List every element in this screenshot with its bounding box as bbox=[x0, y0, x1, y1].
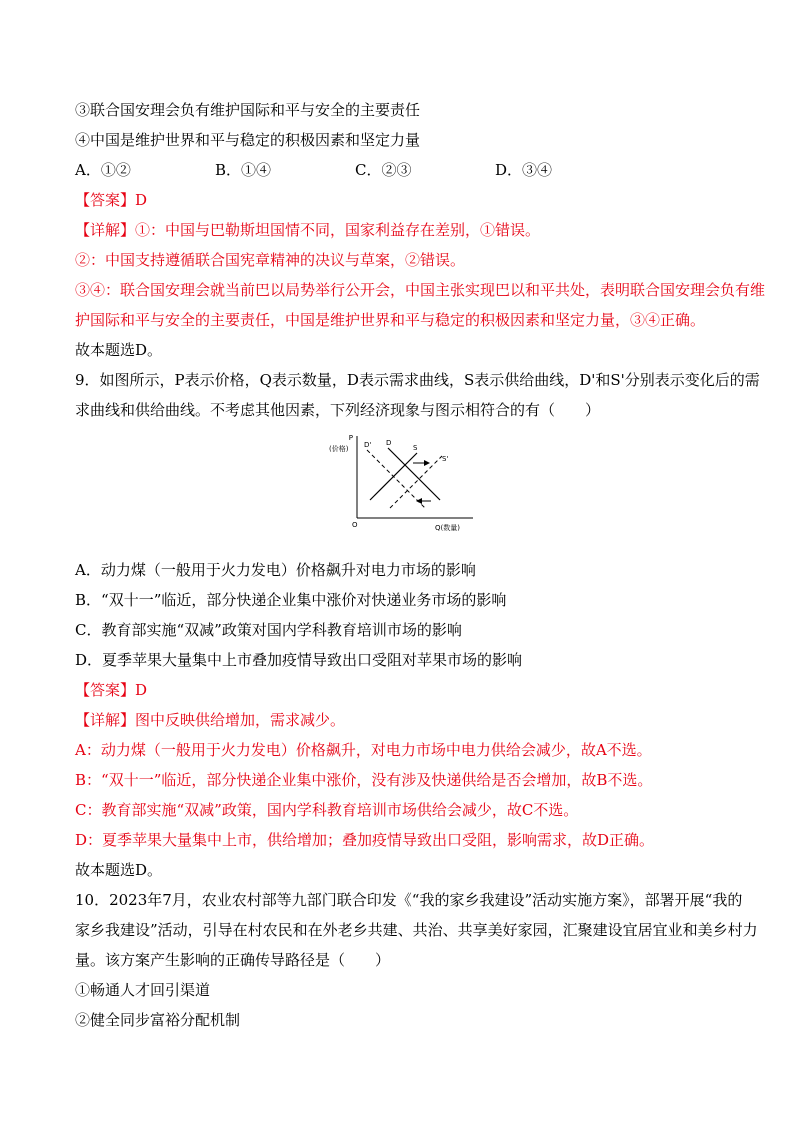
y-axis-unit: (价格) bbox=[329, 445, 349, 453]
q10-stem-1: 10．2023年7月，农业农村部等九部门联合印发《“我的家乡我建设”活动实施方案》，部署开展“我的 bbox=[75, 891, 743, 909]
x-axis-label: Q(数量) bbox=[435, 524, 460, 532]
label-d-prime: D' bbox=[364, 441, 372, 449]
q9-detail-b: B：“双十一”临近，部分快递企业集中涨价，没有涉及快递供给是否会增加，故B不选。 bbox=[75, 771, 653, 789]
supply-demand-chart bbox=[325, 430, 485, 540]
q9-stem-2: 求曲线和供给曲线。不考虑其他因素，下列经济现象与图示相符合的有（ ） bbox=[75, 401, 601, 419]
q10-item-2: ②健全同步富裕分配机制 bbox=[75, 1011, 241, 1029]
q9-detail-a: A：动力煤（一般用于火力发电）价格飙升，对电力市场中电力供给会减少，故A不选。 bbox=[75, 741, 652, 759]
y-axis-label: P bbox=[348, 434, 353, 442]
q9-stem-1: 9．如图所示，P表示价格，Q表示数量，D表示需求曲线，S表示供给曲线，D'和S'分别表示变化后的需 bbox=[75, 371, 760, 389]
q10-item-1: ①畅通人才回引渠道 bbox=[75, 981, 211, 999]
q8-option-c: C．②③ bbox=[355, 161, 412, 179]
label-d: D bbox=[386, 439, 392, 447]
q9-option-a: A．动力煤（一般用于火力发电）价格飙升对电力市场的影响 bbox=[75, 561, 476, 579]
q9-conclusion: 故本题选D。 bbox=[75, 861, 163, 879]
supply-demand-svg bbox=[325, 430, 485, 540]
q9-detail-d: D：夏季苹果大量集中上市，供给增加；叠加疫情导致出口受阻，影响需求，故D正确。 bbox=[75, 831, 655, 849]
q8-conclusion: 故本题选D。 bbox=[75, 341, 163, 359]
q10-stem-3: 量。该方案产生影响的正确传导路径是（ ） bbox=[75, 951, 391, 969]
q8-option-a: A．①② bbox=[75, 161, 131, 179]
q9-option-d: D．夏季苹果大量集中上市叠加疫情导致出口受阻对苹果市场的影响 bbox=[75, 651, 523, 669]
curve-d-prime bbox=[367, 450, 425, 508]
statement-4: ④中国是维护世界和平与稳定的积极因素和坚定力量 bbox=[75, 131, 421, 149]
q9-detail-1: 【详解】图中反映供给增加，需求减少。 bbox=[75, 711, 346, 729]
q8-detail-4: 护国际和平与安全的主要责任，中国是维护世界和平与稳定的积极因素和坚定力量，③④正确。 bbox=[75, 311, 706, 329]
statement-3: ③联合国安理会负有维护国际和平与安全的主要责任 bbox=[75, 101, 421, 119]
curve-s-prime bbox=[390, 456, 442, 508]
origin-label: O bbox=[352, 521, 358, 529]
q8-options bbox=[75, 160, 735, 180]
q10-stem-2: 家乡我建设”活动，引导在村农民和在外老乡共建、共治、共享美好家园，汇聚建设宜居宜业和美乡村力 bbox=[75, 921, 758, 939]
q8-option-d: D．③④ bbox=[495, 161, 553, 179]
q9-answer: 【答案】D bbox=[75, 681, 148, 699]
label-s: S bbox=[413, 444, 418, 452]
label-s-prime: S' bbox=[442, 455, 449, 463]
q8-answer: 【答案】D bbox=[75, 191, 148, 209]
q8-option-b: B．①④ bbox=[215, 161, 272, 179]
q8-detail-2: ②：中国支持遵循联合国宪章精神的决议与草案，②错误。 bbox=[75, 251, 466, 269]
q9-detail-c: C：教育部实施“双减”政策，国内学科教育培训市场供给会减少，故C不选。 bbox=[75, 801, 579, 819]
q9-option-b: B．“双十一”临近，部分快递企业集中涨价对快递业务市场的影响 bbox=[75, 591, 507, 609]
q8-detail-3: ③④：联合国安理会就当前巴以局势举行公开会，中国主张实现巴以和平共处，表明联合国安理会负有维 bbox=[75, 281, 766, 299]
q8-detail-1: 【详解】①：中国与巴勒斯坦国情不同，国家利益存在差别，①错误。 bbox=[75, 221, 541, 239]
q9-option-c: C．教育部实施“双减”政策对国内学科教育培训市场的影响 bbox=[75, 621, 462, 639]
